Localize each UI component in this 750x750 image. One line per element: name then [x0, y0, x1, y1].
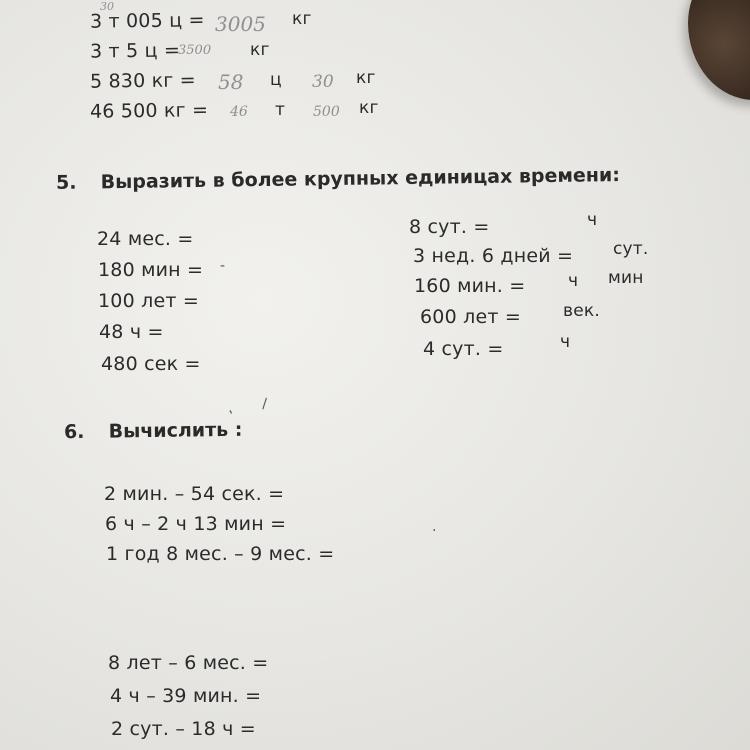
task5-heading	[56, 164, 620, 194]
task5-right-item-3: 160 мин. =	[414, 275, 526, 297]
unit-label: т	[275, 100, 286, 120]
task5-left-item-5: 480 сек =	[101, 353, 201, 375]
task6-number: 6.	[63, 420, 85, 444]
handwritten-note: 30	[100, 0, 114, 13]
handwritten-answer: 30	[312, 72, 334, 92]
task6-item-4: 8 лет – 6 мес. =	[108, 652, 269, 674]
task6-heading	[64, 419, 243, 443]
task6-title: Вычислить :	[108, 418, 243, 443]
task5-right-item-5: 4 сут. =	[423, 338, 504, 360]
task5-left-item-3: 100 лет =	[98, 290, 199, 312]
task5-right-item-2: 3 нед. 6 дней =	[413, 245, 574, 267]
task6-item-6: 2 сут. – 18 ч =	[111, 718, 256, 740]
conversion-expression: 3 т 5 ц =	[89, 39, 181, 63]
conversion-expression: 5 830 кг =	[89, 69, 197, 93]
task5-right-item-4: 600 лет =	[420, 306, 521, 328]
dark-object-corner	[688, 0, 750, 100]
conversion-expression: 3 т 005 ц =	[89, 9, 205, 33]
task5-left-item-4: 48 ч =	[99, 321, 164, 343]
unit-label: кг	[250, 40, 270, 60]
task5-right-unit: сут.	[613, 239, 649, 259]
unit-label: кг	[359, 98, 379, 118]
conversion-line-4	[90, 99, 208, 123]
task5-number: 5.	[55, 171, 77, 194]
handwritten-answer: 3005	[215, 12, 266, 36]
task6-item-2: 6 ч – 2 ч 13 мин =	[105, 513, 287, 535]
handwritten-answer: 58	[218, 70, 244, 94]
conversion-expression: 46 500 кг =	[89, 99, 209, 123]
pencil-mark: ‚	[221, 401, 236, 417]
task5-right-unit: век.	[563, 301, 600, 321]
task5-right-item-1: 8 сут. =	[409, 216, 490, 238]
task5-right-unit: ч	[560, 332, 571, 352]
task5-right-unit: ч	[587, 210, 598, 230]
task6-item-1: 2 мин. – 54 сек. =	[104, 483, 285, 505]
conversion-line-3	[90, 69, 196, 92]
pencil-mark: ·	[432, 523, 437, 539]
unit-label: кг	[356, 68, 376, 88]
task6-item-3: 1 год 8 мес. – 9 мес. =	[106, 543, 335, 565]
task5-right-unit: ч	[568, 271, 579, 291]
handwritten-answer: 3500	[178, 43, 212, 58]
task5-right-unit-2: мин	[608, 268, 644, 288]
unit-label: ц	[270, 70, 282, 90]
task5-title: Выразить в более крупных единицах времени:	[100, 164, 621, 194]
task5-left-item-1: 24 мес. =	[97, 228, 194, 250]
handwritten-answer: 46	[230, 104, 248, 120]
pencil-mark: \	[257, 396, 271, 412]
task5-left-item-2: 180 мин =	[98, 259, 204, 281]
task6-item-5: 4 ч – 39 мин. =	[110, 685, 262, 707]
unit-label: кг	[292, 9, 312, 29]
conversion-line-2	[90, 39, 180, 62]
pencil-mark: -	[220, 258, 226, 274]
handwritten-answer: 500	[313, 104, 340, 120]
